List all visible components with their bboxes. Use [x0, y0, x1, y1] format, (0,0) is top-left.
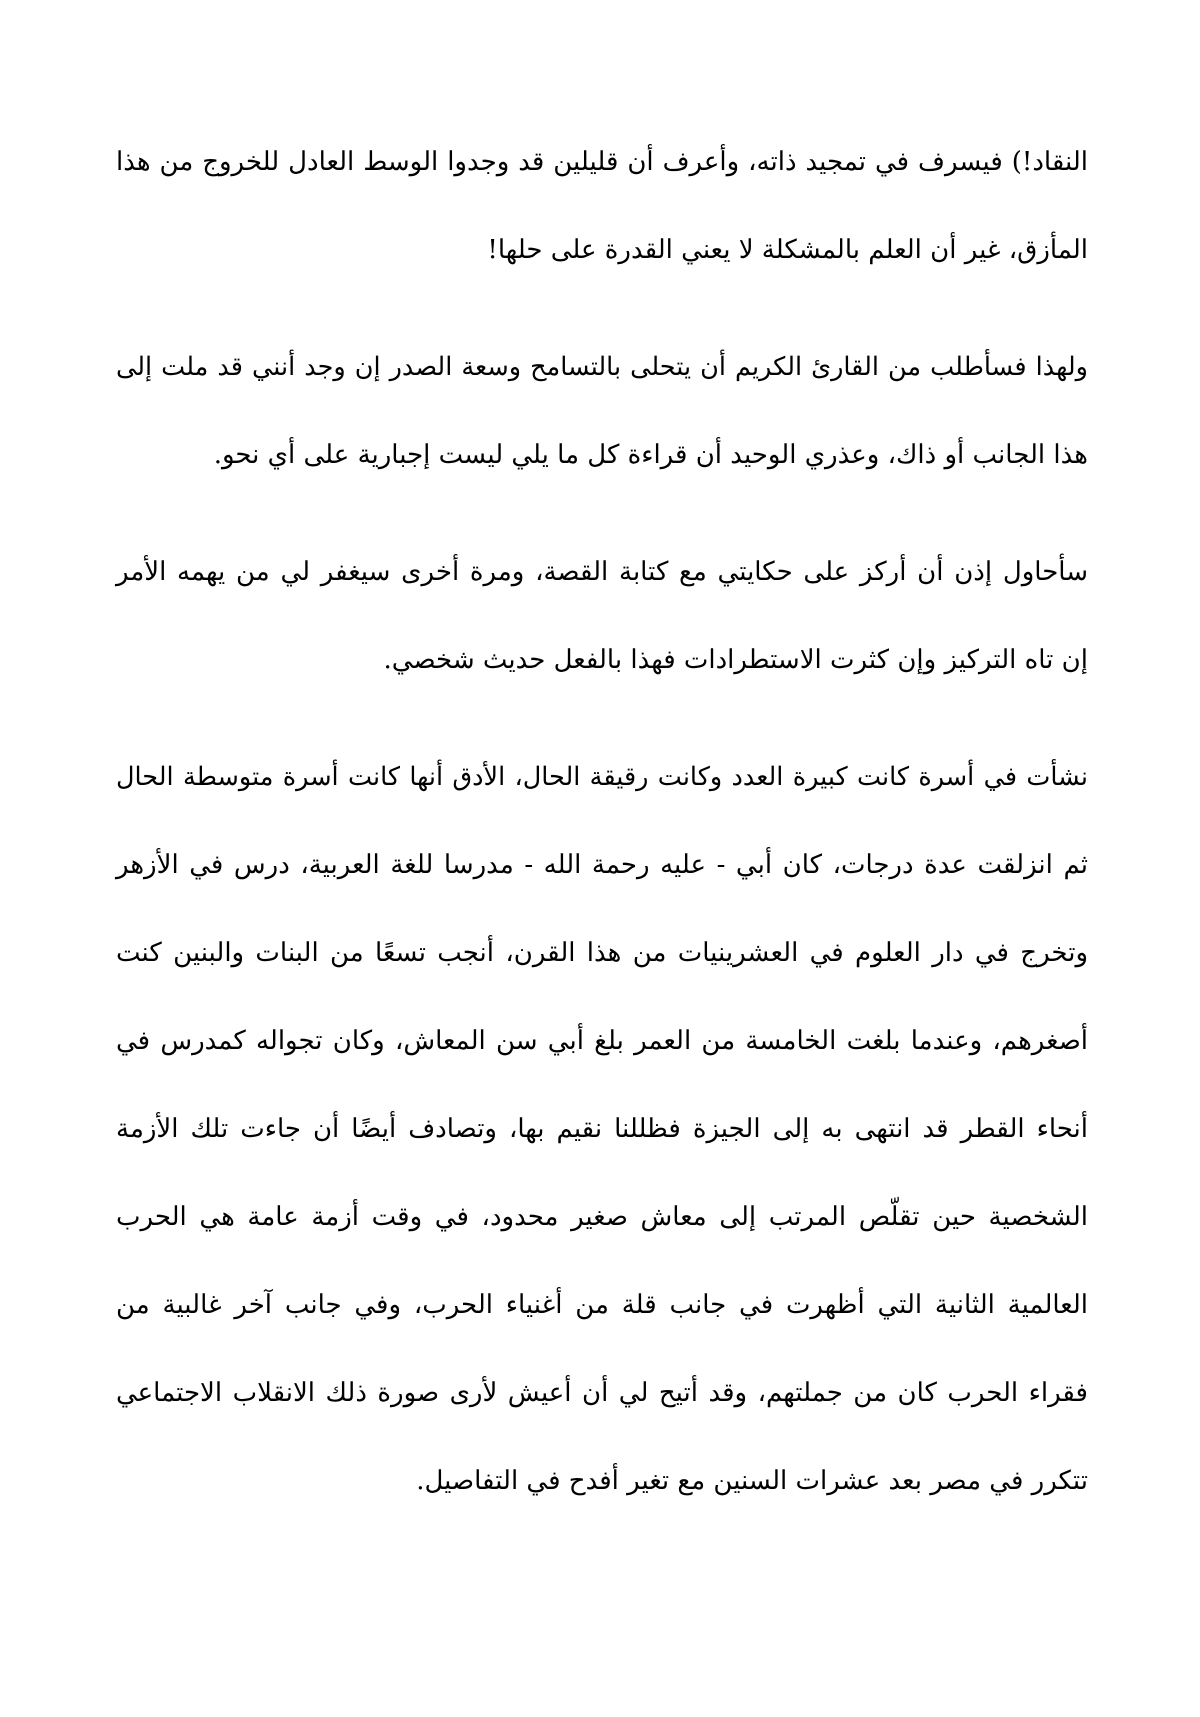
text-line: العالمية الثانية التي أظهرت في جانب قلة من أغنياء الحرب، وفي جانب آخر غالبية من [116, 1290, 1089, 1320]
text-line: تتكرر في مصر بعد عشرات السنين مع تغير أفدح في التفاصيل. [416, 1466, 1088, 1496]
text-line: نشأت في أسرة كانت كبيرة العدد وكانت رقيقة الحال، الأدق أنها كانت أسرة متوسطة الحال [116, 762, 1088, 792]
text-line: ولهذا فسأطلب من القارئ الكريم أن يتحلى بالتسامح وسعة الصدر إن وجد أنني قد ملت إلى [116, 352, 1088, 382]
text-line: المأزق، غير أن العلم بالمشكلة لا يعني القدرة على حلها! [487, 235, 1088, 265]
paragraph-2 [116, 323, 1088, 499]
paragraph-4 [116, 733, 1088, 1525]
text-line: أنحاء القطر قد انتهى به إلى الجيزة فظللنا نقيم بها، وتصادف أيضًا أن جاءت تلك الأزمة [116, 1114, 1088, 1144]
paragraph-3 [116, 528, 1088, 704]
paragraph-1 [116, 118, 1088, 294]
text-line: الشخصية حين تقلّص المرتب إلى معاش صغير محدود، في وقت أزمة عامة هي الحرب [116, 1202, 1088, 1232]
body-text [116, 118, 1088, 1525]
text-line: وتخرج في دار العلوم في العشرينيات من هذا القرن، أنجب تسعًا من البنات والبنين كنت [116, 938, 1088, 968]
text-line: النقاد!) فيسرف في تمجيد ذاته، وأعرف أن قليلين قد وجدوا الوسط العادل للخروج من هذا [116, 147, 1088, 177]
text-line: أصغرهم، وعندما بلغت الخامسة من العمر بلغ أبي سن المعاش، وكان تجواله كمدرس في [116, 1026, 1088, 1056]
text-line: فقراء الحرب كان من جملتهم، وقد أتيح لي أن أعيش لأرى صورة ذلك الانقلاب الاجتماعي [116, 1378, 1088, 1408]
text-line: هذا الجانب أو ذاك، وعذري الوحيد أن قراءة كل ما يلي ليست إجبارية على أي نحو. [213, 440, 1088, 470]
text-line: إن تاه التركيز وإن كثرت الاستطرادات فهذا بالفعل حديث شخصي. [383, 645, 1088, 675]
text-line: ثم انزلقت عدة درجات، كان أبي - عليه رحمة الله - مدرسا للغة العربية، درس في الأزهر [116, 850, 1088, 880]
text-line: سأحاول إذن أن أركز على حكايتي مع كتابة القصة، ومرة أخرى سيغفر لي من يهمه الأمر [116, 557, 1088, 587]
